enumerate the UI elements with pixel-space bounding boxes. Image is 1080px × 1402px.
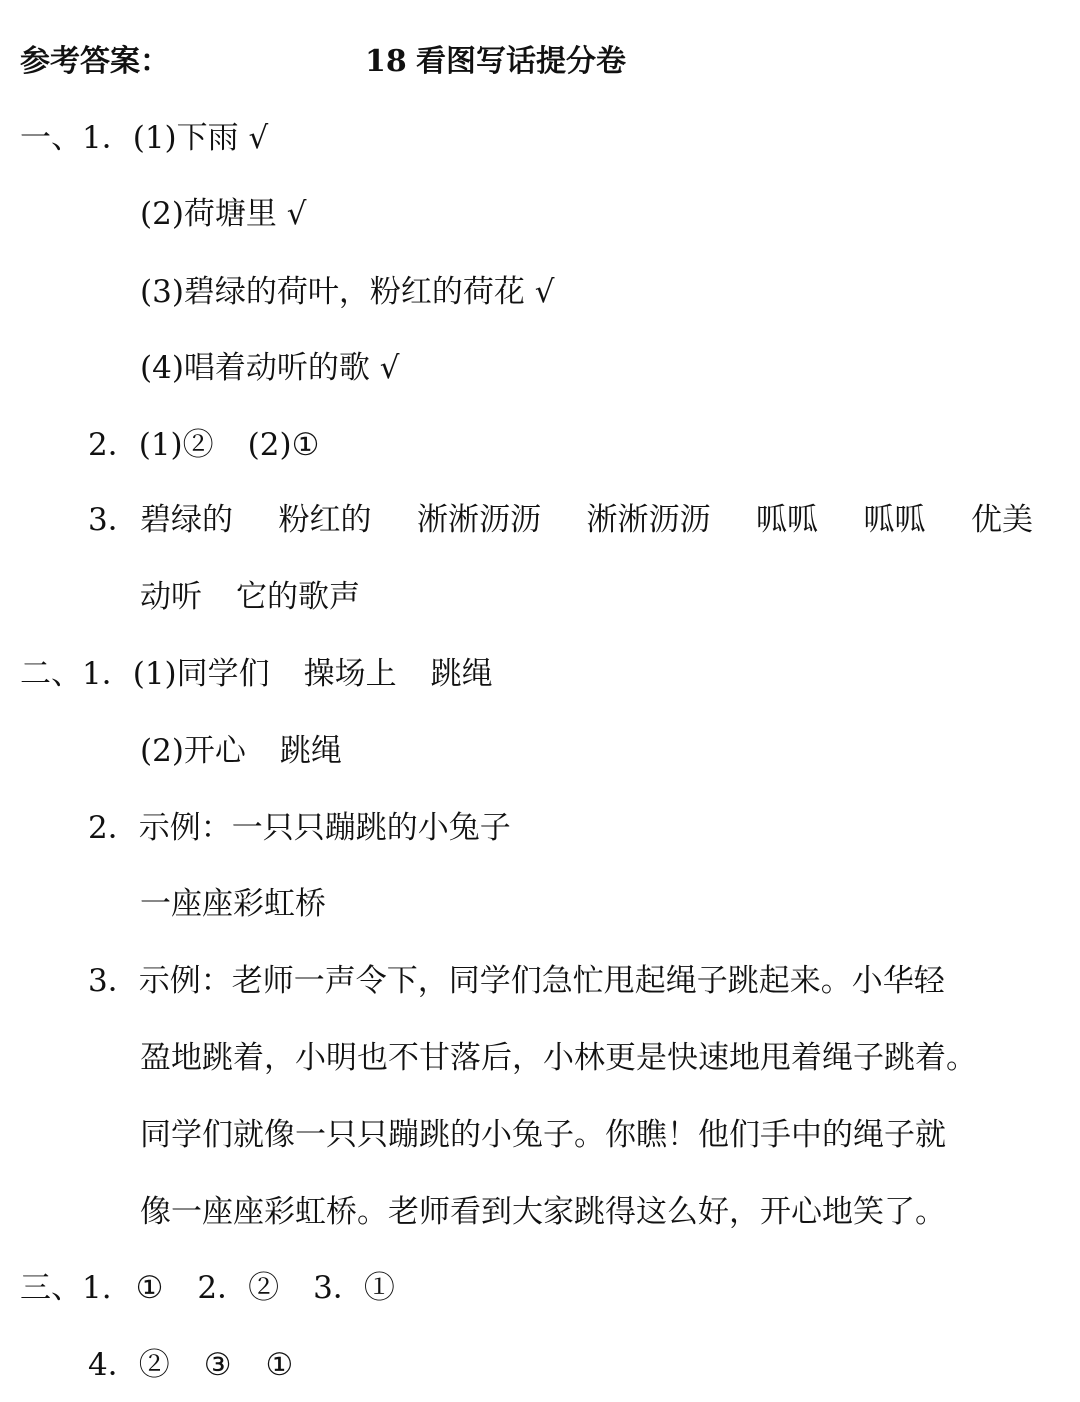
section2-q3-line1 bbox=[88, 961, 945, 1001]
answer-text: (1)下雨 √ bbox=[132, 120, 269, 156]
answer-text: ③ bbox=[203, 1347, 232, 1383]
answer-text: ① bbox=[265, 1347, 294, 1383]
word: 粉红的 bbox=[278, 502, 372, 538]
section1-q3-line1 bbox=[88, 500, 1038, 540]
section1-q1-line3 bbox=[140, 272, 555, 312]
section2-q2-line2 bbox=[140, 884, 326, 924]
answer-text: (2)荷塘里 √ bbox=[140, 196, 307, 232]
section2-q3-line2 bbox=[140, 1038, 1035, 1078]
section1-q1-line4 bbox=[140, 348, 400, 388]
question-number: 3． bbox=[88, 502, 139, 538]
section3-line2 bbox=[88, 1345, 293, 1385]
answer-text: 一座座彩虹桥 bbox=[140, 886, 326, 922]
answer-text: (4)唱着动听的歌 √ bbox=[140, 350, 400, 386]
answer-text: ② bbox=[248, 1270, 280, 1306]
word: 它的歌声 bbox=[236, 579, 360, 615]
answer-text: (3)碧绿的荷叶，粉红的荷花 √ bbox=[140, 274, 555, 310]
section1-q2 bbox=[88, 425, 319, 465]
section2-q1-line1 bbox=[20, 654, 493, 694]
page-header bbox=[20, 40, 1060, 84]
question-number: 2． bbox=[88, 810, 139, 846]
answer-text: (2)① bbox=[247, 427, 320, 463]
answer-text: (1)② bbox=[138, 427, 214, 463]
answer-text: 跳绳 bbox=[430, 656, 493, 692]
question-number: 4． bbox=[88, 1347, 139, 1383]
section2-q1-line2 bbox=[140, 731, 342, 771]
question-number: 2． bbox=[88, 427, 139, 463]
section1-number: 一、1． bbox=[20, 120, 133, 156]
word: 呱呱 bbox=[756, 502, 818, 538]
section2-q3-line3 bbox=[140, 1115, 1035, 1155]
answer-text: ① bbox=[135, 1270, 164, 1306]
answer-key-label: 参考答案： bbox=[20, 44, 170, 79]
paragraph-text: 示例：老师一声令下，同学们急忙甩起绳子跳起来。小华轻 bbox=[138, 963, 945, 999]
section2-number: 二、1． bbox=[20, 656, 133, 692]
section3-line1 bbox=[20, 1268, 395, 1308]
section1-q1-line1 bbox=[20, 118, 268, 158]
word: 碧绿的 bbox=[140, 502, 233, 538]
word: 淅淅沥沥 bbox=[586, 502, 711, 538]
answer-text: (2)开心 bbox=[140, 733, 246, 769]
answer-text: (1)同学们 bbox=[132, 656, 270, 692]
question-number: 3． bbox=[313, 1270, 364, 1306]
word: 呱呱 bbox=[863, 502, 926, 538]
word: 优美 bbox=[971, 502, 1033, 538]
question-number: 2． bbox=[197, 1270, 249, 1306]
word-list bbox=[140, 500, 1033, 540]
section2-q2-line1 bbox=[88, 808, 511, 848]
paragraph-text: 同学们就像一只只蹦跳的小兔子。你瞧！他们手中的绳子就 bbox=[140, 1117, 946, 1153]
answer-text: 跳绳 bbox=[279, 733, 342, 769]
paragraph-text: 像一座座彩虹桥。老师看到大家跳得这么好，开心地笑了。 bbox=[140, 1194, 946, 1230]
answer-text: 操场上 bbox=[303, 656, 397, 692]
word: 淅淅沥沥 bbox=[417, 502, 541, 538]
page-title: 看图写话提分卷 bbox=[416, 44, 626, 79]
section1-q3-line2 bbox=[140, 577, 360, 617]
question-number: 3． bbox=[88, 963, 139, 999]
answer-text: ① bbox=[363, 1270, 395, 1306]
unit-number: 18 bbox=[365, 44, 407, 79]
section2-q3-line4 bbox=[140, 1192, 1035, 1232]
section3-number: 三、1. bbox=[20, 1270, 112, 1306]
answer-text: 示例：一只只蹦跳的小兔子 bbox=[138, 810, 511, 846]
paragraph-text: 盈地跳着，小明也不甘落后，小林更是快速地甩着绳子跳着。 bbox=[140, 1040, 977, 1076]
answer-text: ② bbox=[138, 1347, 170, 1383]
section1-q1-line2 bbox=[140, 194, 307, 234]
word: 动听 bbox=[140, 579, 202, 615]
